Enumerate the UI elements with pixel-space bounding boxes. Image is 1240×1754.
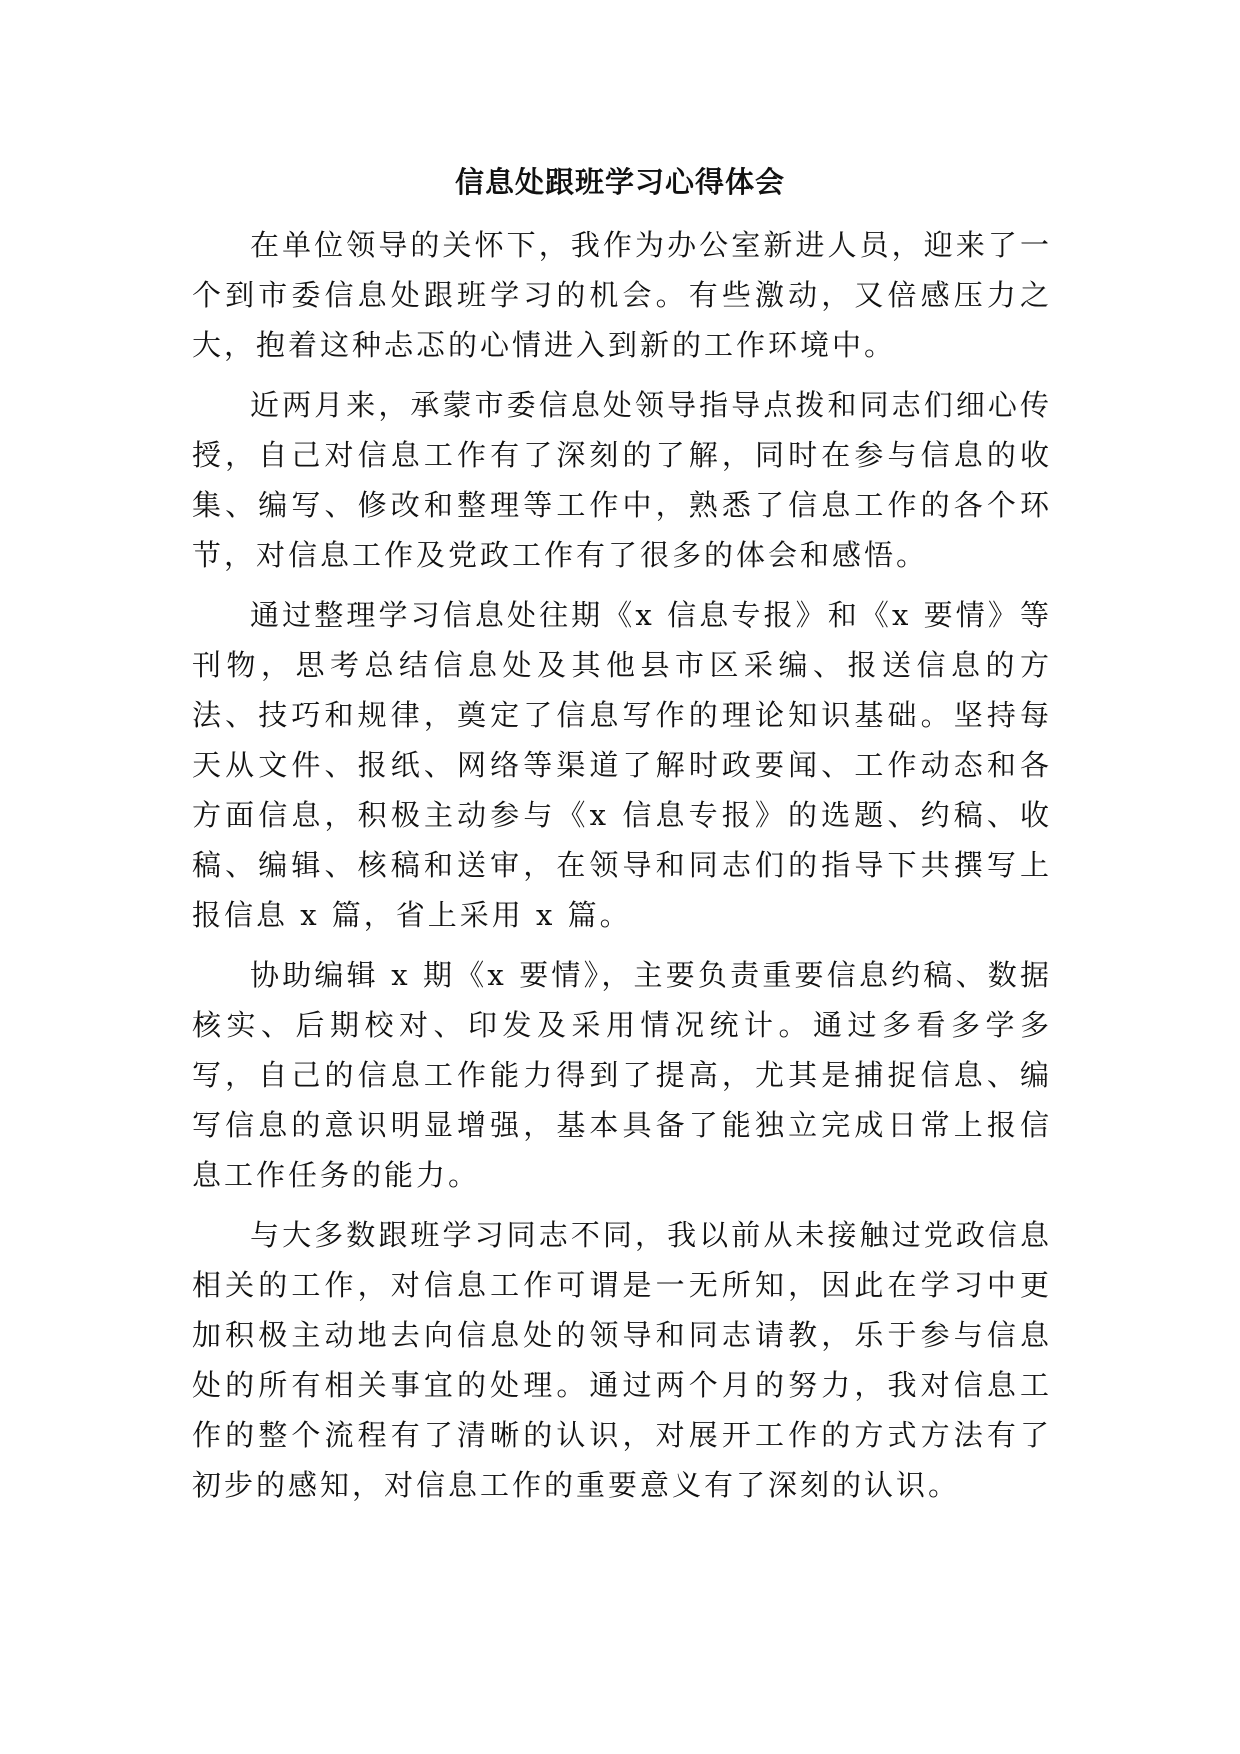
document-body	[192, 220, 1052, 1520]
paragraph-1: 在单位领导的关怀下，我作为办公室新进人员，迎来了一个到市委信息处跟班学习的机会。有些激动，又倍感压力之大，抱着这种忐忑的心情进入到新的工作环境中。	[192, 228, 1052, 362]
paragraph-4: 协助编辑 x 期《x 要情》，主要负责重要信息约稿、数据核实、后期校对、印发及采用情况统计。通过多看多学多写，自己的信息工作能力得到了提高，尤其是捕捉信息、编写信息的意识明显增强，基本具备了能独立完成日常上报信息工作任务的能力。	[192, 958, 1052, 1192]
paragraph-2: 近两月来，承蒙市委信息处领导指导点拨和同志们细心传授，自己对信息工作有了深刻的了解，同时在参与信息的收集、编写、修改和整理等工作中，熟悉了信息工作的各个环节，对信息工作及党政工作有了很多的体会和感悟。	[192, 388, 1052, 572]
document-title: 信息处跟班学习心得体会	[454, 165, 785, 199]
paragraph-5: 与大多数跟班学习同志不同，我以前从未接触过党政信息相关的工作，对信息工作可谓是一无所知，因此在学习中更加积极主动地去向信息处的领导和同志请教，乐于参与信息处的所有相关事宜的处理。通过两个月的努力，我对信息工作的整个流程有了清晰的认识，对展开工作的方式方法有了初步的感知，对信息工作的重要意义有了深刻的认识。	[192, 1218, 1052, 1502]
paragraph-3: 通过整理学习信息处往期《x 信息专报》和《x 要情》等刊物，思考总结信息处及其他县市区采编、报送信息的方法、技巧和规律，奠定了信息写作的理论知识基础。坚持每天从文件、报纸、网络等渠道了解时政要闻、工作动态和各方面信息，积极主动参与《x 信息专报》的选题、约稿、收稿、编辑、核稿和送审，在领导和同志们的指导下共撰写上报信息 x 篇，省上采用 x 篇。	[192, 598, 1052, 932]
